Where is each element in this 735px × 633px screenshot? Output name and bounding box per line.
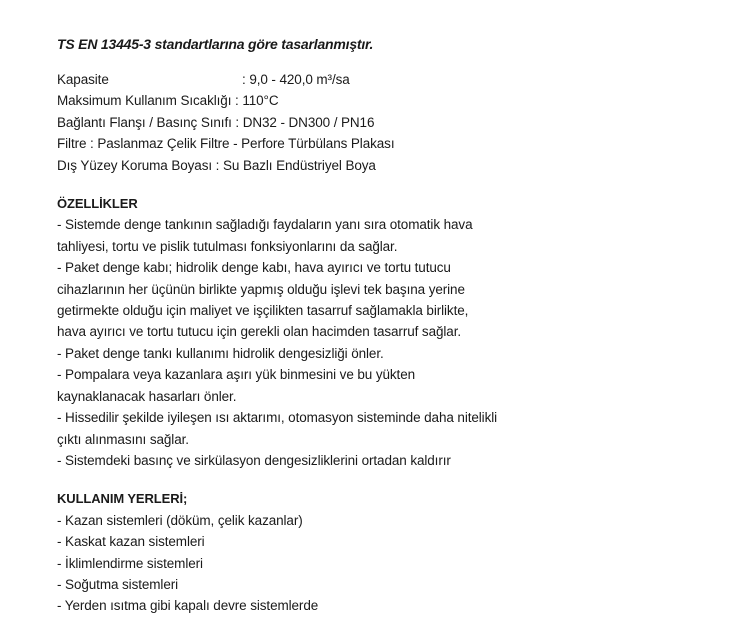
usage-line: - Kaskat kazan sistemleri (57, 534, 205, 550)
spec-value: Paslanmaz Çelik Filtre - Perfore Türbülans Plakası (97, 136, 395, 152)
usage-line: - İklimlendirme sistemleri (57, 555, 203, 571)
usage-section (57, 488, 717, 616)
spec-value: 110°C (242, 93, 279, 109)
feature-line: - Pompalara veya kazanlara aşırı yük binmesini ve bu yükten (57, 367, 416, 383)
spec-label: Maksimum Kullanım Sıcaklığı (57, 93, 232, 109)
feature-line: cihazlarının her üçünün birlikte yapmış olduğu işlevi tek başına yerine (57, 281, 465, 297)
product-spec-document (57, 34, 717, 617)
usage-title: KULLANIM YERLERİ; (57, 491, 188, 507)
features-section (57, 193, 717, 471)
spec-separator: : (212, 157, 223, 173)
spec-label: Kapasite (57, 72, 109, 87)
feature-line: çıktı alınmasını sağlar. (57, 431, 189, 447)
spec-value: Su Bazlı Endüstriyel Boya (222, 157, 376, 173)
spec-label: Dış Yüzey Koruma Boyası (57, 157, 213, 173)
feature-line: - Hissedilir şekilde iyileşen ısı aktarımı, otomasyon sisteminde daha nitelikli (57, 410, 498, 426)
feature-line: getirmekte olduğu için maliyet ve işçilikten tasarruf sağlamakla birlikte, (57, 303, 469, 319)
features-title: ÖZELLİKLER (57, 196, 138, 212)
spec-value: DN32 - DN300 / PN16 (242, 114, 375, 130)
feature-line: - Paket denge kabı; hidrolik denge kabı, hava ayırıcı ve tortu tutucu (57, 260, 451, 276)
spec-separator: : (231, 114, 243, 130)
feature-line: hava ayırıcı ve tortu tutucu için gerekli olan hacimden tasarruf sağlar. (57, 324, 462, 340)
spec-separator: : (231, 93, 243, 109)
feature-line: - Paket denge tankı kullanımı hidrolik dengesizliği önler. (57, 345, 384, 361)
spec-label: Bağlantı Flanşı / Basınç Sınıfı (57, 114, 232, 130)
usage-line: - Kazan sistemleri (döküm, çelik kazanlar) (57, 512, 303, 528)
feature-line: tahliyesi, tortu ve pislik tutulması fonksiyonlarını da sağlar. (57, 238, 398, 254)
standard-heading: TS EN 13445-3 standartlarına göre tasarlanmıştır. (57, 36, 374, 52)
spec-value: 9,0 - 420,0 m³/sa (249, 72, 350, 87)
feature-line: kaynaklanacak hasarları önler. (57, 388, 237, 404)
spec-row-capacity (57, 69, 717, 90)
spec-separator: : (242, 72, 250, 87)
usage-line: - Soğutma sistemleri (57, 576, 179, 592)
spec-separator: : (86, 136, 98, 152)
spec-label: Filtre (57, 136, 87, 152)
feature-line: - Sistemde denge tankının sağladığı faydaların yanı sıra otomatik hava (57, 217, 473, 233)
spec-row-max-temp (57, 90, 717, 111)
spec-row-coating (57, 155, 717, 176)
spec-row-filter (57, 133, 717, 154)
spec-row-flange (57, 112, 717, 133)
spec-list (57, 69, 717, 176)
usage-line: - Yerden ısıtma gibi kapalı devre sistemlerde (57, 598, 319, 614)
feature-line: - Sistemdeki basınç ve sirkülasyon dengesizliklerini ortadan kaldırır (57, 452, 451, 468)
